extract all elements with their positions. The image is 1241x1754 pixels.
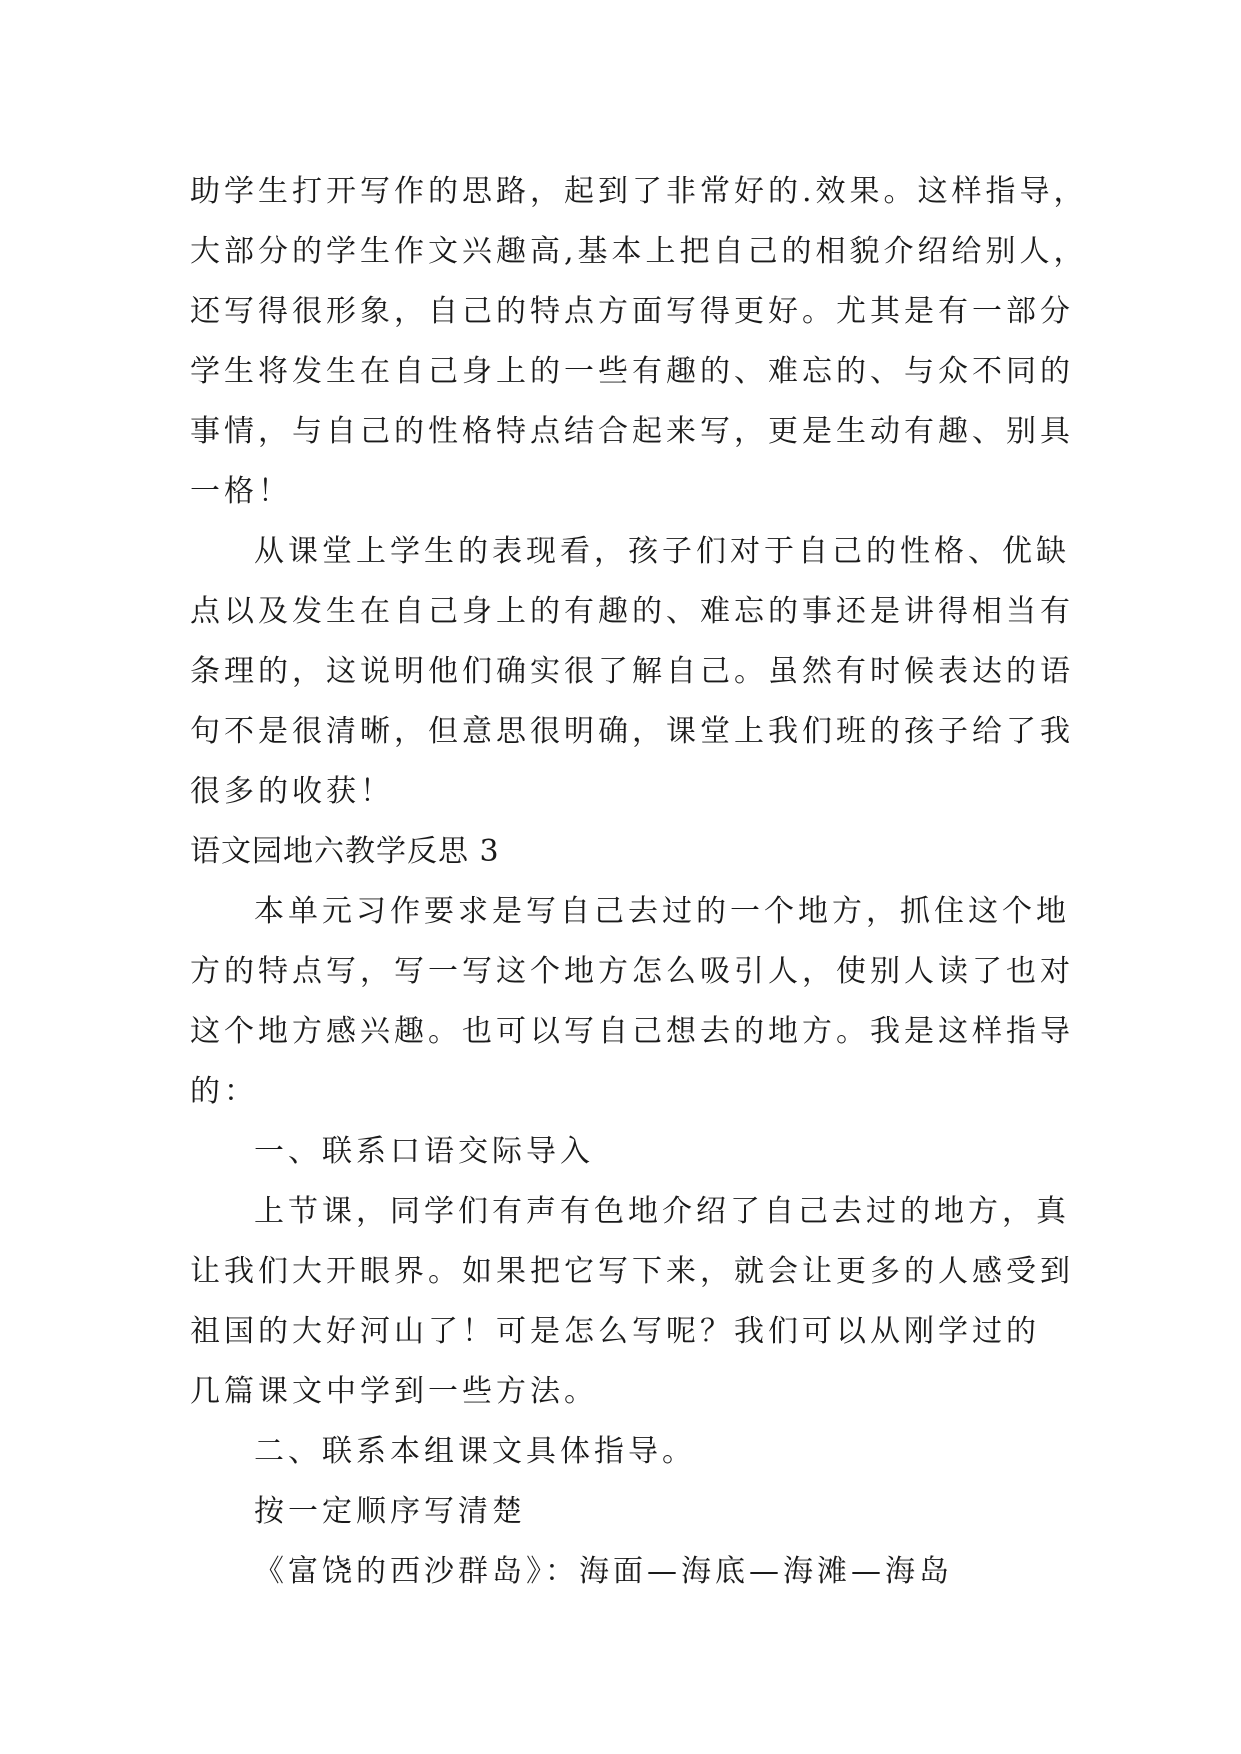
paragraph-line: 一格！ bbox=[190, 474, 292, 509]
paragraph-line: 按一定顺序写清楚 bbox=[254, 1494, 526, 1529]
paragraph-line: 这个地方感兴趣。也可以写自己想去的地方。我是这样指导 bbox=[190, 1014, 1074, 1049]
paragraph-line: 几篇课文中学到一些方法。 bbox=[190, 1374, 598, 1409]
paragraph-line: 二、联系本组课文具体指导。 bbox=[254, 1434, 696, 1469]
paragraph-line: 点以及发生在自己身上的有趣的、难忘的事还是讲得相当有 bbox=[190, 594, 1074, 629]
paragraph-line: 很多的收获！ bbox=[190, 774, 394, 809]
paragraph-line: 学生将发生在自己身上的一些有趣的、难忘的、与众不同的 bbox=[190, 354, 1074, 389]
paragraph-line: 从课堂上学生的表现看，孩子们对于自己的性格、优缺 bbox=[254, 534, 1070, 569]
paragraph-line: 祖国的大好河山了！可是怎么写呢？我们可以从刚学过的 bbox=[190, 1314, 1040, 1349]
paragraph-line: 助学生打开写作的思路，起到了非常好的.效果。这样指导， bbox=[190, 174, 1088, 209]
paragraph-line: 事情，与自己的性格特点结合起来写，更是生动有趣、别具 bbox=[190, 414, 1074, 449]
paragraph-line: 的： bbox=[190, 1074, 258, 1109]
section-heading: 语文园地六教学反思 3 bbox=[190, 834, 500, 869]
paragraph-line: 方的特点写，写一写这个地方怎么吸引人，使别人读了也对 bbox=[190, 954, 1074, 989]
paragraph-line: 让我们大开眼界。如果把它写下来，就会让更多的人感受到 bbox=[190, 1254, 1074, 1289]
paragraph-line: 上节课，同学们有声有色地介绍了自己去过的地方，真 bbox=[254, 1194, 1070, 1229]
paragraph-line: 大部分的学生作文兴趣高,基本上把自己的相貌介绍给别人， bbox=[190, 234, 1088, 269]
paragraph-line: 本单元习作要求是写自己去过的一个地方，抓住这个地 bbox=[254, 894, 1070, 929]
paragraph-line: 句不是很清晰，但意思很明确，课堂上我们班的孩子给了我 bbox=[190, 714, 1074, 749]
paragraph-line: 《富饶的西沙群岛》：海面—海底—海滩—海岛 bbox=[254, 1554, 953, 1589]
paragraph-line: 条理的，这说明他们确实很了解自己。虽然有时候表达的语 bbox=[190, 654, 1074, 689]
paragraph-line: 还写得很形象，自己的特点方面写得更好。尤其是有一部分 bbox=[190, 294, 1074, 329]
paragraph-line: 一、联系口语交际导入 bbox=[254, 1134, 594, 1169]
